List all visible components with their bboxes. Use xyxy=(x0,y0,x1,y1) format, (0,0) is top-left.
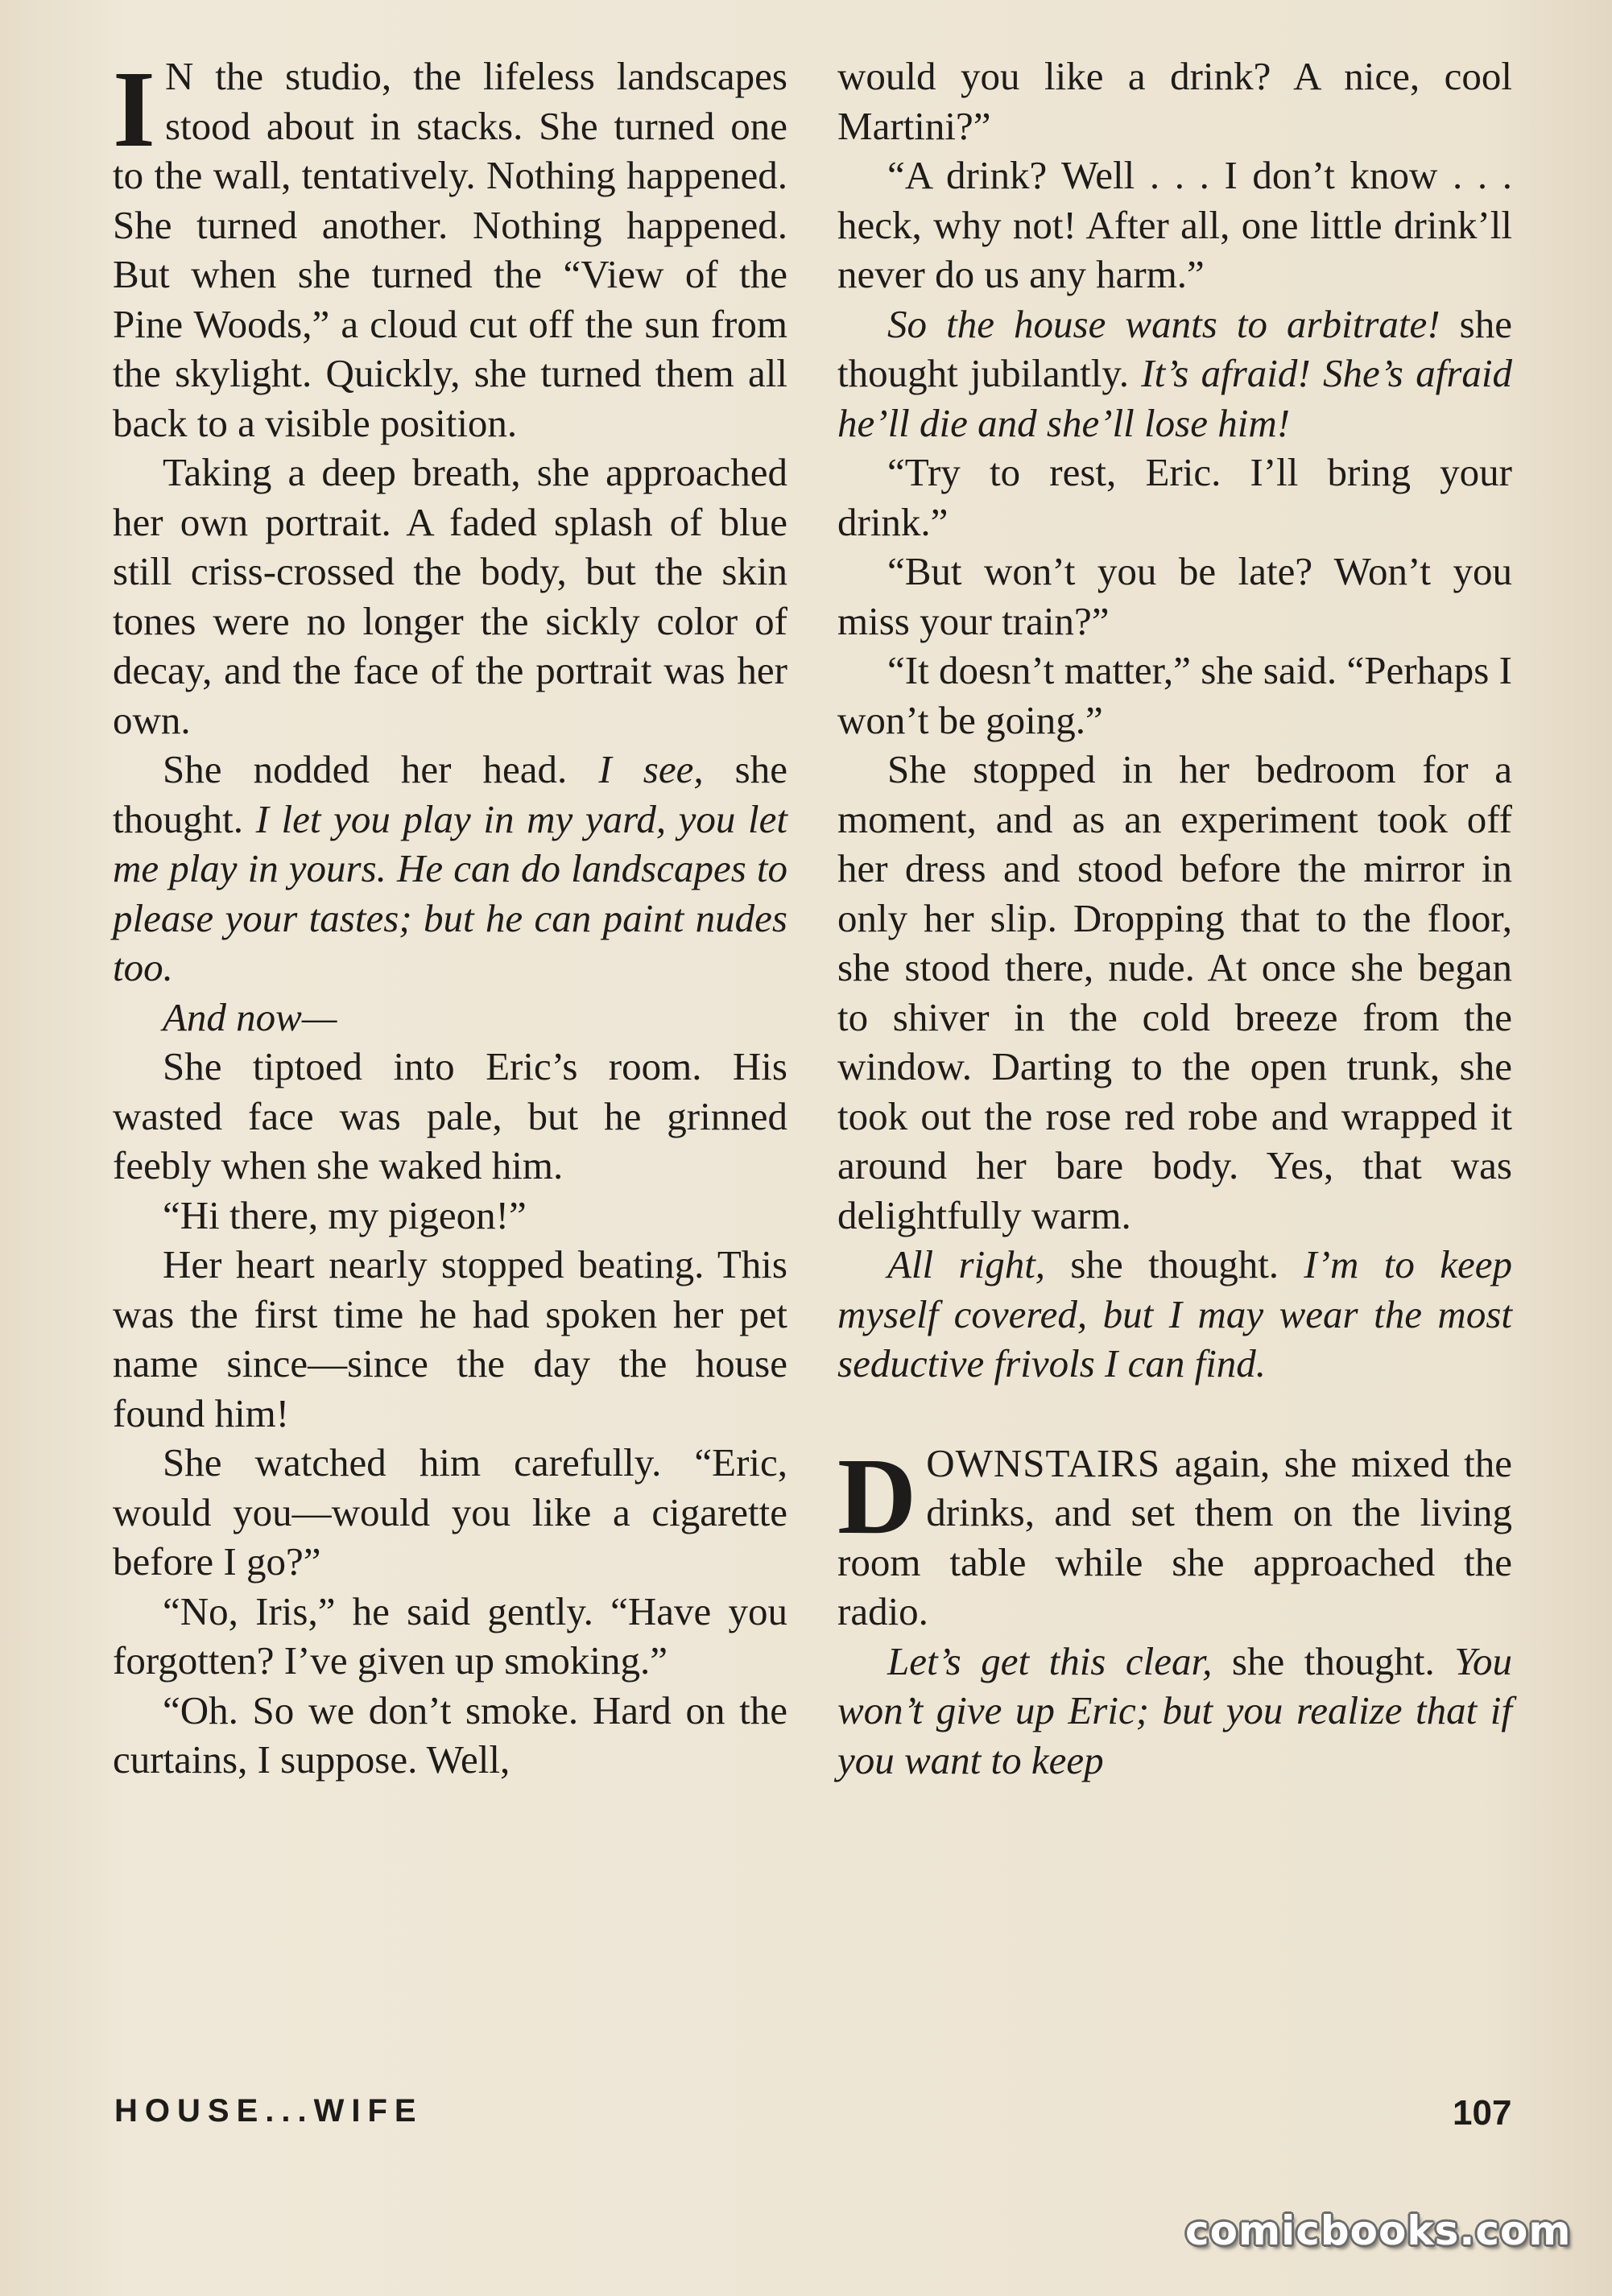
page-number: 107 xyxy=(1453,2093,1512,2133)
paragraph-r3 xyxy=(837,299,1512,448)
r3-roman: she thought jubilantly. xyxy=(837,301,1512,395)
r3-italic-a: So the house wants to arbitrate! xyxy=(887,301,1440,346)
paragraph-10: “Oh. So we don’t smoke. Hard on the curtains, I suppose. Well, xyxy=(113,1687,787,1782)
paragraph-2: Taking a deep breath, she approached her own portrait. A faded splash of blue still criss-crossed the body, but the skin tones were no longer the sickly color of decay, and the face of the portrait was her own. xyxy=(113,450,787,742)
paragraph-r2: “A drink? Well . . . I don’t know . . . heck, why not! After all, one little drink’ll never do us any harm.” xyxy=(837,153,1512,296)
drop-cap-i: I xyxy=(113,49,155,170)
r8-italic-a: All right, xyxy=(887,1242,1046,1286)
paragraph-1-text: N the studio, the lifeless landscapes stood about in stacks. She turned one to the wall, tentatively. Nothing happened. She turned another. Nothing happened. But when she turned the “View of the Pine Woods,” a cloud cut off the sun from the skylight. Quickly, she turned them all back to a visible position. xyxy=(113,54,787,445)
r10-italic-b: You won’t give up Eric; but you realize that if you want to keep xyxy=(837,1638,1512,1782)
running-title: HOUSE...WIFE xyxy=(114,2093,424,2129)
paragraph-9: “No, Iris,” he said gently. “Have you forgotten? I’ve given up smoking.” xyxy=(113,1588,787,1683)
paragraph-3 xyxy=(113,745,787,993)
paragraph-r5: “But won’t you be late? Won’t you miss your train?” xyxy=(837,549,1512,643)
right-text-column xyxy=(837,52,1512,1785)
r3-italic-b: It’s afraid! She’s afraid he’ll die and she’ll lose him! xyxy=(837,351,1512,445)
paragraph-r1: would you like a drink? A nice, cool Martini?” xyxy=(837,54,1512,148)
paragraph-4 xyxy=(113,993,787,1043)
paragraph-r9 xyxy=(837,1435,1512,1637)
site-watermark: comicbooks.com xyxy=(1185,2207,1572,2254)
r9-text: again, she mixed the drinks, and set them on the living room table while she approached the radio. xyxy=(837,1440,1512,1633)
section-break xyxy=(837,1389,1512,1439)
paragraph-1 xyxy=(113,49,787,448)
paragraph-r10 xyxy=(837,1637,1512,1786)
paragraph-r7: She stopped in her bedroom for a moment, and as an experiment took off her dress and stood before the mirror in only her slip. Dropping that to the floor, she stood there, nude. At once she began to shiver in the cold breeze from the window. Darting to the open trunk, she took out the rose red robe and wrapped it around her bare body. Yes, that was delightfully warm. xyxy=(837,747,1512,1237)
paragraph-8: She watched him carefully. “Eric, would you—would you like a cigarette before I go?” xyxy=(113,1440,787,1584)
p3-roman-a: She nodded her head. xyxy=(163,747,599,791)
p3-italic-a: I see, xyxy=(598,747,704,791)
p3-roman-b: she thought. xyxy=(113,747,787,841)
paragraph-r4: “Try to rest, Eric. I’ll bring your drink.” xyxy=(837,450,1512,544)
r8-italic-b: I’m to keep myself covered, but I may wear the most seductive frivols I can find. xyxy=(837,1242,1512,1385)
r9-lead-caps: OWNSTAIRS xyxy=(926,1440,1161,1485)
r10-italic-a: Let’s get this clear, xyxy=(887,1638,1213,1683)
p4-italic: And now— xyxy=(163,994,337,1039)
paragraph-6: “Hi there, my pigeon!” xyxy=(163,1192,527,1237)
drop-cap-d: D xyxy=(837,1435,917,1557)
paragraph-5: She tiptoed into Eric’s room. His wasted face was pale, but he grinned feebly when she waked him. xyxy=(113,1044,787,1187)
paragraph-r6: “It doesn’t matter,” she said. “Perhaps I won’t be going.” xyxy=(837,648,1512,742)
left-text-column xyxy=(113,49,787,1785)
r8-roman: she thought. xyxy=(1045,1242,1304,1286)
p3-italic-b: I let you play in my yard, you let me play in yours. He can do landscapes to please your tastes; but he can paint nudes too. xyxy=(113,796,787,989)
paragraph-7: Her heart nearly stopped beating. This was the first time he had spoken her pet name since—since the day the house found him! xyxy=(113,1242,787,1435)
r10-roman: she thought. xyxy=(1212,1638,1455,1683)
paragraph-r8 xyxy=(837,1240,1512,1389)
